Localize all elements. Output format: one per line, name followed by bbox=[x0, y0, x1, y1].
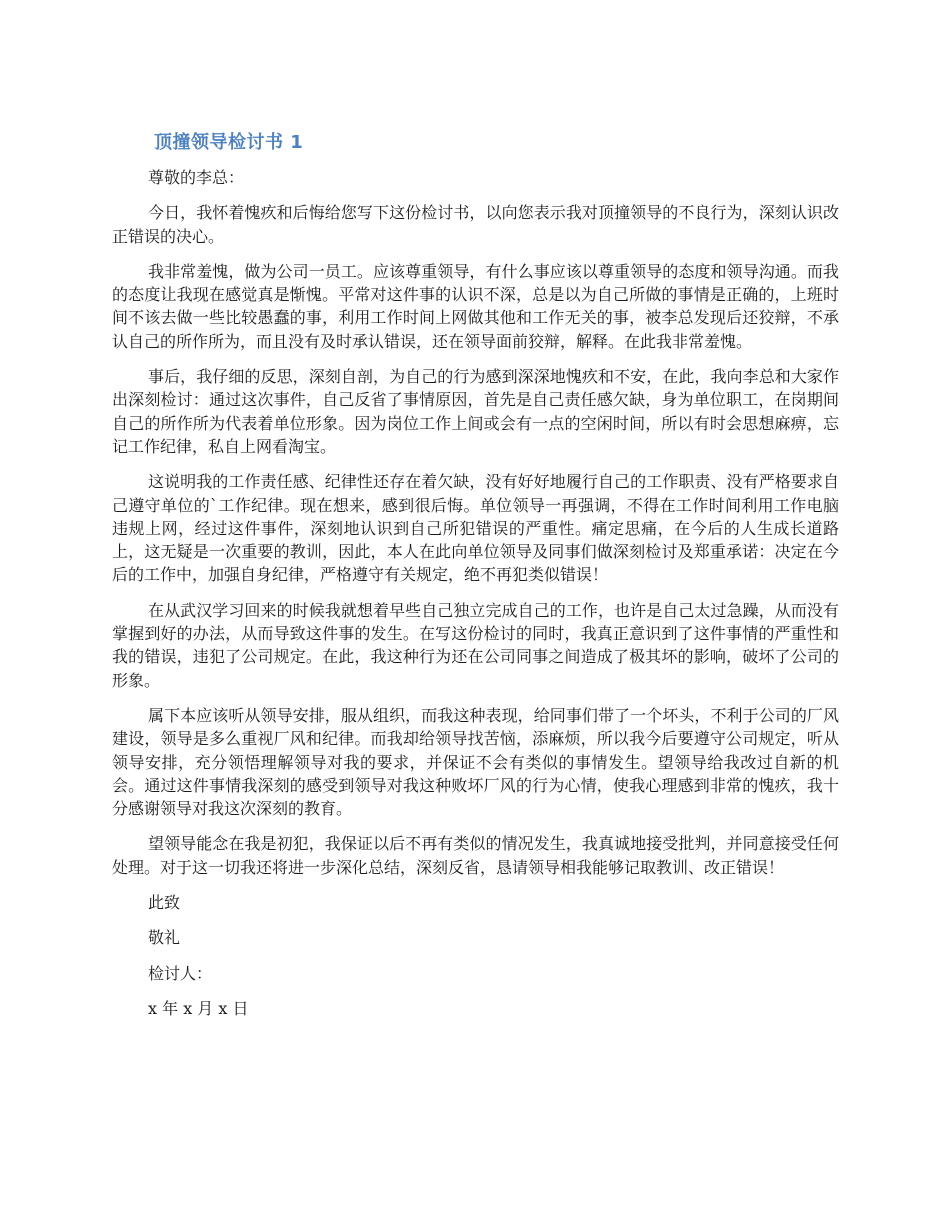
paragraph: 这说明我的工作责任感、纪律性还存在着欠缺，没有好好地履行自己的工作职责、没有严格要求自己遵守单位的`工作纪律。现在想来，感到很后悔。单位领导一再强调，不得在工作时间利用工作电脑违规上网，经过这件事件，深刻地认识到自己所犯错误的严重性。痛定思痛，在今后的人生成长道路上，这无疑是一次重要的教训，因此，本人在此向单位领导及同事们做深刻检讨及郑重承诺：决定在今后的工作中，加强自身纪律，严格遵守有关规定，绝不再犯类似错误！ bbox=[112, 472, 839, 585]
paragraph: 望领导能念在我是初犯，我保证以后不再有类似的情况发生，我真诚地接受批判，并同意接受任何处理。对于这一切我还将进一步深化总结，深刻反省，恳请领导相我能够记取教训、改正错误！ bbox=[112, 834, 839, 877]
document-title: 顶撞领导检讨书 1 bbox=[154, 132, 304, 153]
paragraph: 今日，我怀着愧疚和后悔给您写下这份检讨书，以向您表示我对顶撞领导的不良行为，深刻认识改正错误的决心。 bbox=[112, 203, 839, 246]
paragraph: 事后，我仔细的反思，深刻自剖，为自己的行为感到深深地愧疚和不安，在此，我向李总和大家作出深刻检讨：通过这次事件，自己反省了事情原因，首先是自己责任感欠缺，身为单位职工，在岗期间自己的所作所为代表着单位形象。因为岗位工作上间或会有一点的空闲时间，所以有时会思想麻痹，忘记工作纪律，私自上网看淘宝。 bbox=[112, 367, 839, 456]
paragraph: 在从武汉学习回来的时候我就想着早些自己独立完成自己的工作，也许是自己太过急躁，从而没有掌握到好的办法，从而导致这件事的发生。在写这份检讨的同时，我真正意识到了这件事情的严重性和我的错误，违犯了公司规定。在此，我这种行为还在公司同事之间造成了极其坏的影响，破坏了公司的形象。 bbox=[112, 600, 839, 690]
date-line: x 年 x 月 x 日 bbox=[148, 998, 249, 1018]
document-body bbox=[112, 166, 839, 1032]
signature-label: 检讨人： bbox=[148, 963, 213, 983]
greeting: 尊敬的李总： bbox=[148, 168, 245, 187]
closing-line-2: 敬礼 bbox=[148, 928, 181, 948]
closing-line-1: 此致 bbox=[148, 893, 181, 913]
paragraph: 我非常羞愧，做为公司一员工。应该尊重领导，有什么事应该以尊重领导的态度和领导沟通。而我的态度让我现在感觉真是惭愧。平常对这件事的认识不深，总是以为自己所做的事情是正确的，上班时间不该去做一些比较愚蠢的事，利用工作时间上网做其他和工作无关的事，被李总发现后还狡辩，不承认自己的所作所为，而且没有及时承认错误，还在领导面前狡辩，解释。在此我非常羞愧。 bbox=[112, 261, 839, 351]
paragraph: 属下本应该听从领导安排，服从组织，而我这种表现，给同事们带了一个坏头，不利于公司的厂风建设，领导是多么重视厂风和纪律。而我却给领导找苦恼，添麻烦，所以我今后要遵守公司规定，听从领导安排，充分领悟理解领导对我的要求，并保证不会有类似的事情发生。望领导给我改过自新的机会。通过这件事情我深刻的感受到领导对我这种败坏厂风的行为心情，使我心理感到非常的愧疚，我十分感谢领导对我这次深刻的教育。 bbox=[112, 705, 839, 819]
